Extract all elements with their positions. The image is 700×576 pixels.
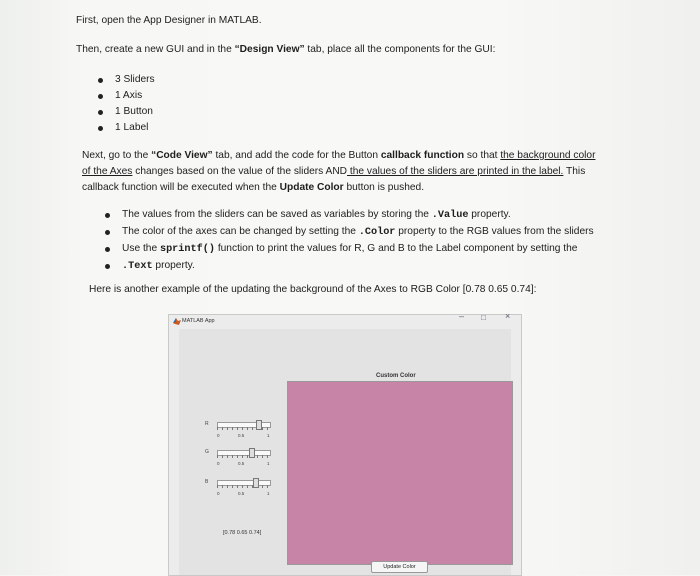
slider-b-mid: 0.5 xyxy=(238,491,245,496)
slider-r-thumb[interactable] xyxy=(256,420,262,430)
example-text: Here is another example of the updating the background of the Axes to RGB Color [0.78 0.65 0.74]: xyxy=(89,284,537,295)
window-titlebar xyxy=(169,311,521,329)
step2-text: Then, create a new GUI and in the “Design View” tab, place all the components for the GUI: xyxy=(76,44,496,55)
slider-g-mid: 0.5 xyxy=(238,461,245,466)
rgb-values-label: [0.78 0.65 0.74] xyxy=(223,530,262,536)
component-list xyxy=(95,72,155,136)
slider-g[interactable] xyxy=(217,447,269,461)
custom-color-axes xyxy=(287,381,513,565)
list-item: The values from the sliders can be saved as variables by storing the .Value property. xyxy=(102,207,594,224)
intro-text: First, open the App Designer in MATLAB. xyxy=(76,15,262,26)
slider-b[interactable] xyxy=(217,477,269,491)
slider-r-min: 0 xyxy=(217,433,220,438)
slider-b-label: B xyxy=(205,479,209,485)
app-canvas xyxy=(179,329,511,575)
list-item: 1 Label xyxy=(95,120,155,136)
slider-b-min: 0 xyxy=(217,491,220,496)
step3-paragraph: Next, go to the “Code View” tab, and add the code for the Button callback function so that the background color of the Axes changes based on the value of the sliders AND the values of the sliders are printed in the label. This callback function will be executed when the Update Color button is pushed. xyxy=(82,150,596,193)
axes-title: Custom Color xyxy=(376,373,416,379)
slider-r[interactable] xyxy=(217,419,269,433)
list-item: 3 Sliders xyxy=(95,72,155,88)
slider-b-thumb[interactable] xyxy=(253,478,259,488)
slider-g-thumb[interactable] xyxy=(249,448,255,458)
close-icon[interactable]: × xyxy=(505,311,511,321)
update-color-button[interactable]: Update Color xyxy=(371,561,428,573)
slider-r-mid: 0.5 xyxy=(238,433,245,438)
matlab-app-window xyxy=(168,311,522,576)
slider-r-label: R xyxy=(205,421,209,427)
matlab-logo-icon xyxy=(173,318,181,325)
window-title: MATLAB App xyxy=(182,318,215,324)
list-item: Use the sprintf() function to print the values for R, G and B to the Label component by setting the xyxy=(102,241,594,258)
list-item: 1 Axis xyxy=(95,88,155,104)
list-item: The color of the axes can be changed by setting the .Color property to the RGB values from the sliders xyxy=(102,224,594,241)
maximize-icon[interactable]: □ xyxy=(481,313,486,322)
slider-r-max: 1 xyxy=(267,433,270,438)
slider-g-max: 1 xyxy=(267,461,270,466)
slider-b-max: 1 xyxy=(267,491,270,496)
list-item: .Text property. xyxy=(102,258,594,275)
minimize-icon[interactable]: – xyxy=(459,311,465,321)
tips-list xyxy=(102,207,594,275)
list-item: 1 Button xyxy=(95,104,155,120)
slider-g-label: G xyxy=(205,449,209,455)
slider-g-min: 0 xyxy=(217,461,220,466)
